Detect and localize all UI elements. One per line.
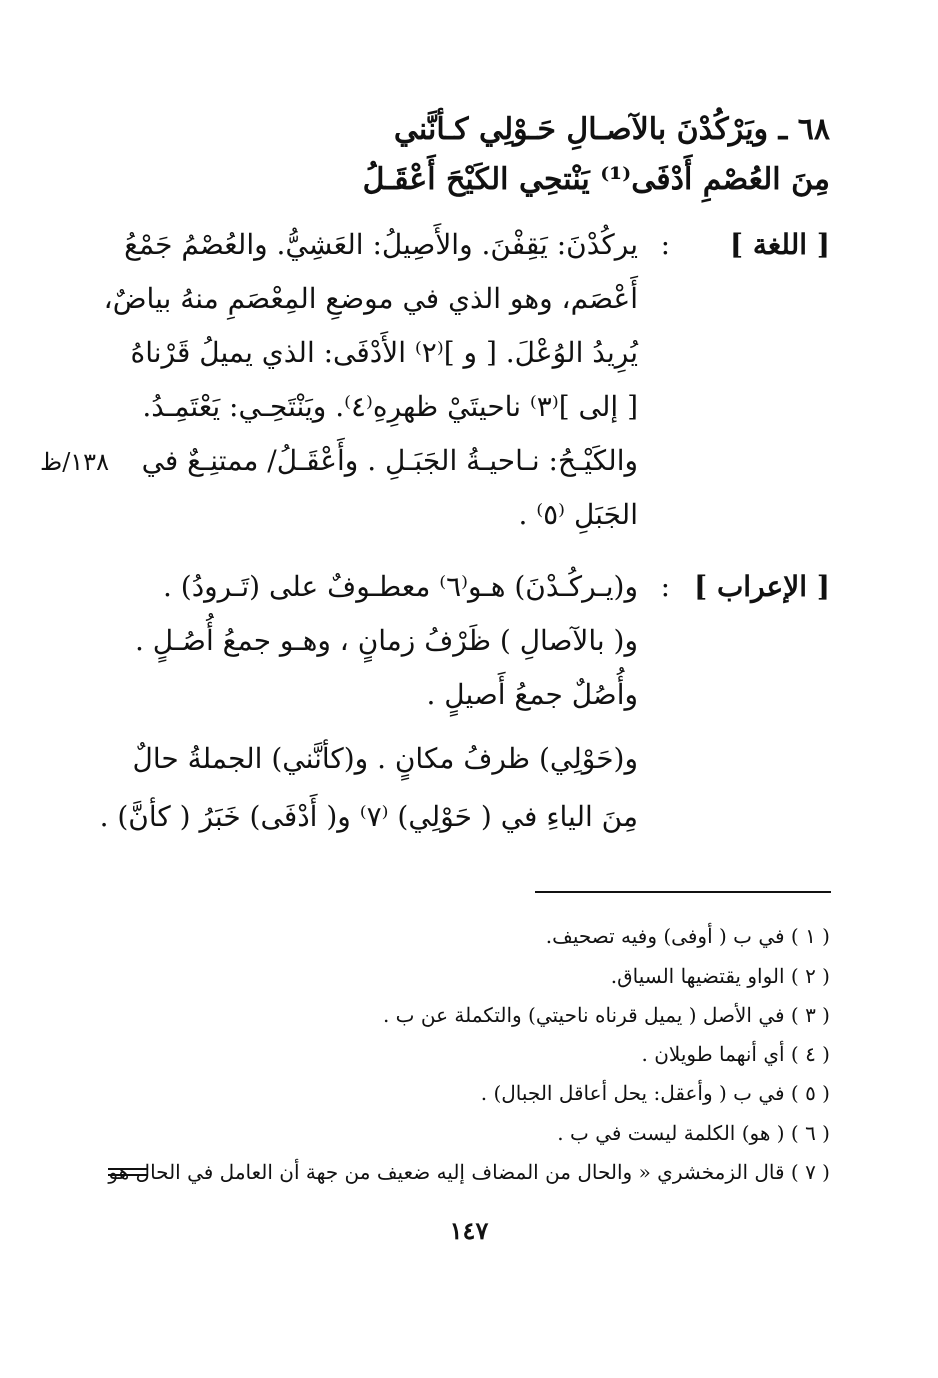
lugha-line-1: يركُدْنَ: يَقِفْنَ. والأَصِيلُ: العَشِيُّ. والعُصْمُ جَمْعُ [124, 228, 638, 261]
continuation-mark-2 [108, 1174, 148, 1176]
continuation-mark [108, 1168, 148, 1170]
lugha-line-5: والكَيْـحُ: نـاحيـةُ الجَبَـلِ . وأَعْقَـلُ/ ممتنِـعٌ في [141, 444, 638, 477]
irab-line-2: و( بالآصالِ ) ظَرْفُ زمانٍ ، وهـو جمعُ أُصُـلٍ . [134, 624, 638, 657]
footnote-3: ( ٣ ) في الأصل ( يميل قرناه ناحيتي) والتكملة عن ب . [382, 1003, 830, 1027]
footnote-1: ( ١ ) في ب ( أوفى) وفيه تصحيف. [545, 924, 830, 948]
lugha-line-2: أَعْصَم، وهو الذي في موضعِ المِعْصَمِ منهُ بياضٌ، [103, 282, 638, 315]
section-label-irab: [ الإعراب ] [693, 570, 830, 603]
footnote-2: ( ٢ ) الواو يقتضيها السياق. [610, 964, 830, 988]
lugha-line-6: الجَبَلِ ⁽٥⁾ . [518, 498, 638, 531]
irab-colon: : [660, 570, 670, 603]
footnote-separator [535, 891, 831, 893]
lugha-colon: : [660, 228, 670, 261]
verse-line-1: ٦٨ ـ ويَرْكُدْنَ بالآصـالِ حَـوْلِي كـأنَّني [393, 112, 830, 147]
margin-folio-note: ١٣٨/ظ [40, 448, 109, 476]
footnote-5: ( ٥ ) في ب ( وأعقل: يحل أعاقل الجبال) . [480, 1081, 830, 1105]
irab-line-4: و(حَوْلِي) ظرفُ مكانٍ . و(كأنَّني) الجملةُ حالٌ [132, 742, 638, 775]
irab-line-3: وأُصُلٌ جمعُ أَصيلٍ . [426, 678, 638, 711]
verse-line-2: مِنَ العُصْمِ أَدْفَى⁽¹⁾ يَنْتحِي الكَيْحَ أَعْقَـلُ [362, 162, 830, 197]
section-label-lugha: [ اللغة ] [729, 228, 830, 261]
irab-line-5: مِنَ الياءِ في ( حَوْلِي) ⁽٧⁾ و( أَدْفَى) خَبَرُ ( كأنَّ) . [99, 800, 638, 833]
lugha-line-3: يُرِيدُ الوُعْلَ. [ و ]⁽٢⁾ الأَدْفَى: الذي يميلُ قَرْناهُ [130, 336, 638, 369]
footnote-4: ( ٤ ) أي أنهما طويلان . [641, 1042, 830, 1066]
page-number: ١٤٧ [449, 1216, 489, 1245]
footnote-7: ( ٧ ) قال الزمخشري « والحال من المضاف إليه ضعيف من جهة أن العامل في الحال هو [108, 1160, 830, 1184]
lugha-line-4: [ إلى ]⁽٣⁾ ناحيتَيْ ظهرِهِ⁽٤⁾. ويَنْتَحِـي: يَعْتَمِـدُ. [142, 390, 638, 423]
footnote-6: ( ٦ ) ( هو) الكلمة ليست في ب . [557, 1121, 830, 1145]
irab-line-1: و(يـركُـدْنَ) هـو⁽٦⁾ معطـوفٌ على (تَـرودُ) . [162, 570, 638, 603]
